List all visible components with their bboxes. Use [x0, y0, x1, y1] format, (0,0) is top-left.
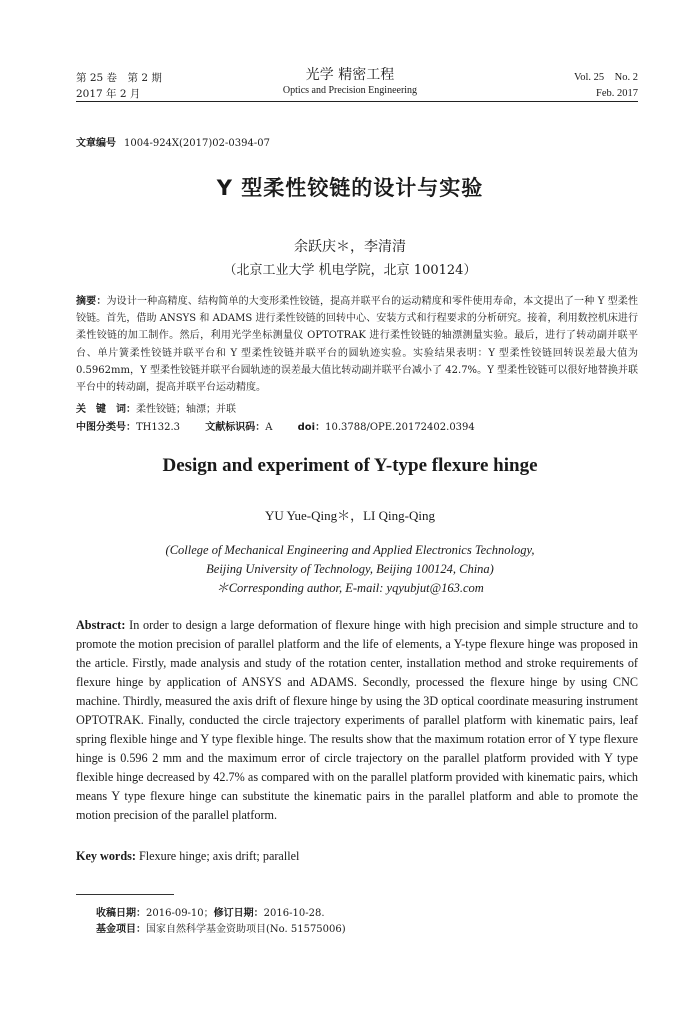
- title-cn: Y 型柔性铰链的设计与实验: [216, 176, 484, 200]
- date-en: Feb. 2017: [596, 88, 638, 99]
- doi-label: doi：: [297, 422, 326, 433]
- keywords-cn: [76, 400, 258, 415]
- abstract-cn-label: 摘要：: [76, 296, 107, 307]
- header-divider: [76, 101, 638, 102]
- doc-code-value: A: [265, 422, 273, 433]
- classification-line: [76, 418, 497, 433]
- article-number: [76, 134, 270, 149]
- authors-en: YU Yue-Qing＊，LI Qing-Qing: [265, 508, 435, 523]
- date-cn: 2017 年 2 月: [76, 88, 141, 100]
- corresponding-author: ＊Corresponding author, E-mail: yqyubjut@163.com: [216, 581, 484, 595]
- fund-label: 基金项目：: [96, 924, 146, 935]
- article-number-label: 文章编号: [76, 138, 116, 149]
- abstract-en-label: Abstract:: [76, 618, 126, 632]
- revised-label: 修订日期：: [213, 908, 264, 919]
- clc-code: [76, 422, 180, 433]
- footnote-funding: [96, 922, 346, 938]
- header-right: [574, 70, 638, 102]
- document-code: [205, 422, 272, 433]
- volume-issue-cn: 第 25 卷 第 2 期: [76, 72, 162, 84]
- keywords-cn-label: 关 键 词：: [76, 404, 136, 415]
- clc-label: 中图分类号：: [76, 422, 136, 433]
- clc-value: TH132.3: [136, 422, 181, 433]
- article-number-value: 1004-924X(2017)02-0394-07: [124, 138, 270, 149]
- abstract-en: [76, 616, 638, 825]
- title-en: Design and experiment of Y-type flexure hinge: [162, 455, 538, 476]
- doi-value: 10.3788/OPE.20172402.0394: [325, 422, 475, 433]
- abstract-cn: [76, 293, 638, 396]
- doc-code-label: 文献标识码：: [205, 422, 266, 433]
- affiliation-en-line1: (College of Mechanical Engineering and Applied Electronics Technology,: [165, 543, 535, 557]
- doi: [298, 422, 475, 433]
- abstract-en-text: In order to design a large deformation of flexure hinge with high precision and simple structure and to promote the motion precision of parallel platform and the life of elements, a Y-type flexure hinge was proposed in the article. Firstly, made analysis and study of the rotation center, installation method and stroke requirements of flexure hinge by application of ANSYS and ADAMS. Secondly, processed the flexure hinge by using CNC machine. Thirdly, measured the axis drift of flexure hinge by using the 3D optical coordinate measuring instrument OPTOTRAK. Finally, conducted the circle trajectory experiments of parallel platform with kinematic pairs, leaf spring flexible hinge and Y type flexible hinge. The results show that the maximum rotation error of Y type flexure hinge is 0.596 2 mm and the maximum error of circle trajectory on the parallel platform provided with Y type flexible hinge decreased by 42.7% as compared with on the parallel platform provided with kinematic pairs, which means Y type flexure hinge can substitute the kinematic pairs in the parallel platform and able to promote the motion precision of the parallel platform.: [76, 618, 638, 822]
- keywords-en-text: Flexure hinge; axis drift; parallel: [138, 849, 300, 863]
- fund-value: 国家自然科学基金资助项目(No. 51575006): [146, 924, 346, 935]
- volume-issue-en: Vol. 25 No. 2: [574, 72, 638, 83]
- footnote-dates: [96, 906, 325, 922]
- keywords-en: [76, 849, 299, 864]
- authors-cn: 余跃庆＊，李清清: [294, 239, 406, 255]
- keywords-cn-text: 柔性铰链；轴漂；并联: [136, 404, 236, 415]
- abstract-cn-text: 为设计一种高精度、结构简单的大变形柔性铰链，提高并联平台的运动精度和零件使用寿命，本文提出了一种 Y 型柔性铰链。首先，借助 ANSYS 和 ADAMS 进行柔性铰链的回转中心、安装方式和行程要求的分析研究。接着，利用数控机床进行柔性铰链的加工制作。然后，利用光学坐标测量仪 OPTOTRAK 进行柔性铰链的轴漂测量实验。最后，进行了转动副并联平台、单片簧柔性铰链并联平台和 Y 型柔性铰链并联平台的圆轨迹实验。实验结果表明：Y 型柔性铰链回转误差最大值为 0.5962mm，Y 型柔性铰链并联平台圆轨迹的误差最大值比转动副并联平台减小了 42.7%。Y 型柔性铰链可以很好地替换并联平台中的转动副，提高并联平台运动精度。: [76, 296, 638, 394]
- revised-value: 2016-10-28.: [263, 908, 325, 919]
- journal-name-en: Optics and Precision Engineering: [282, 85, 418, 96]
- keywords-en-label: Key words:: [76, 849, 136, 863]
- affiliation-en: [0, 541, 700, 598]
- journal-name-cn: 光学 精密工程: [305, 67, 395, 83]
- footnote-divider: [76, 894, 174, 895]
- affiliation-cn: （北京工业大学 机电学院，北京 100124）: [223, 263, 477, 278]
- received-label: 收稿日期：: [96, 908, 146, 919]
- affiliation-en-line2: Beijing University of Technology, Beijing 100124, China): [206, 562, 494, 576]
- received-value: 2016-09-10；: [146, 908, 214, 919]
